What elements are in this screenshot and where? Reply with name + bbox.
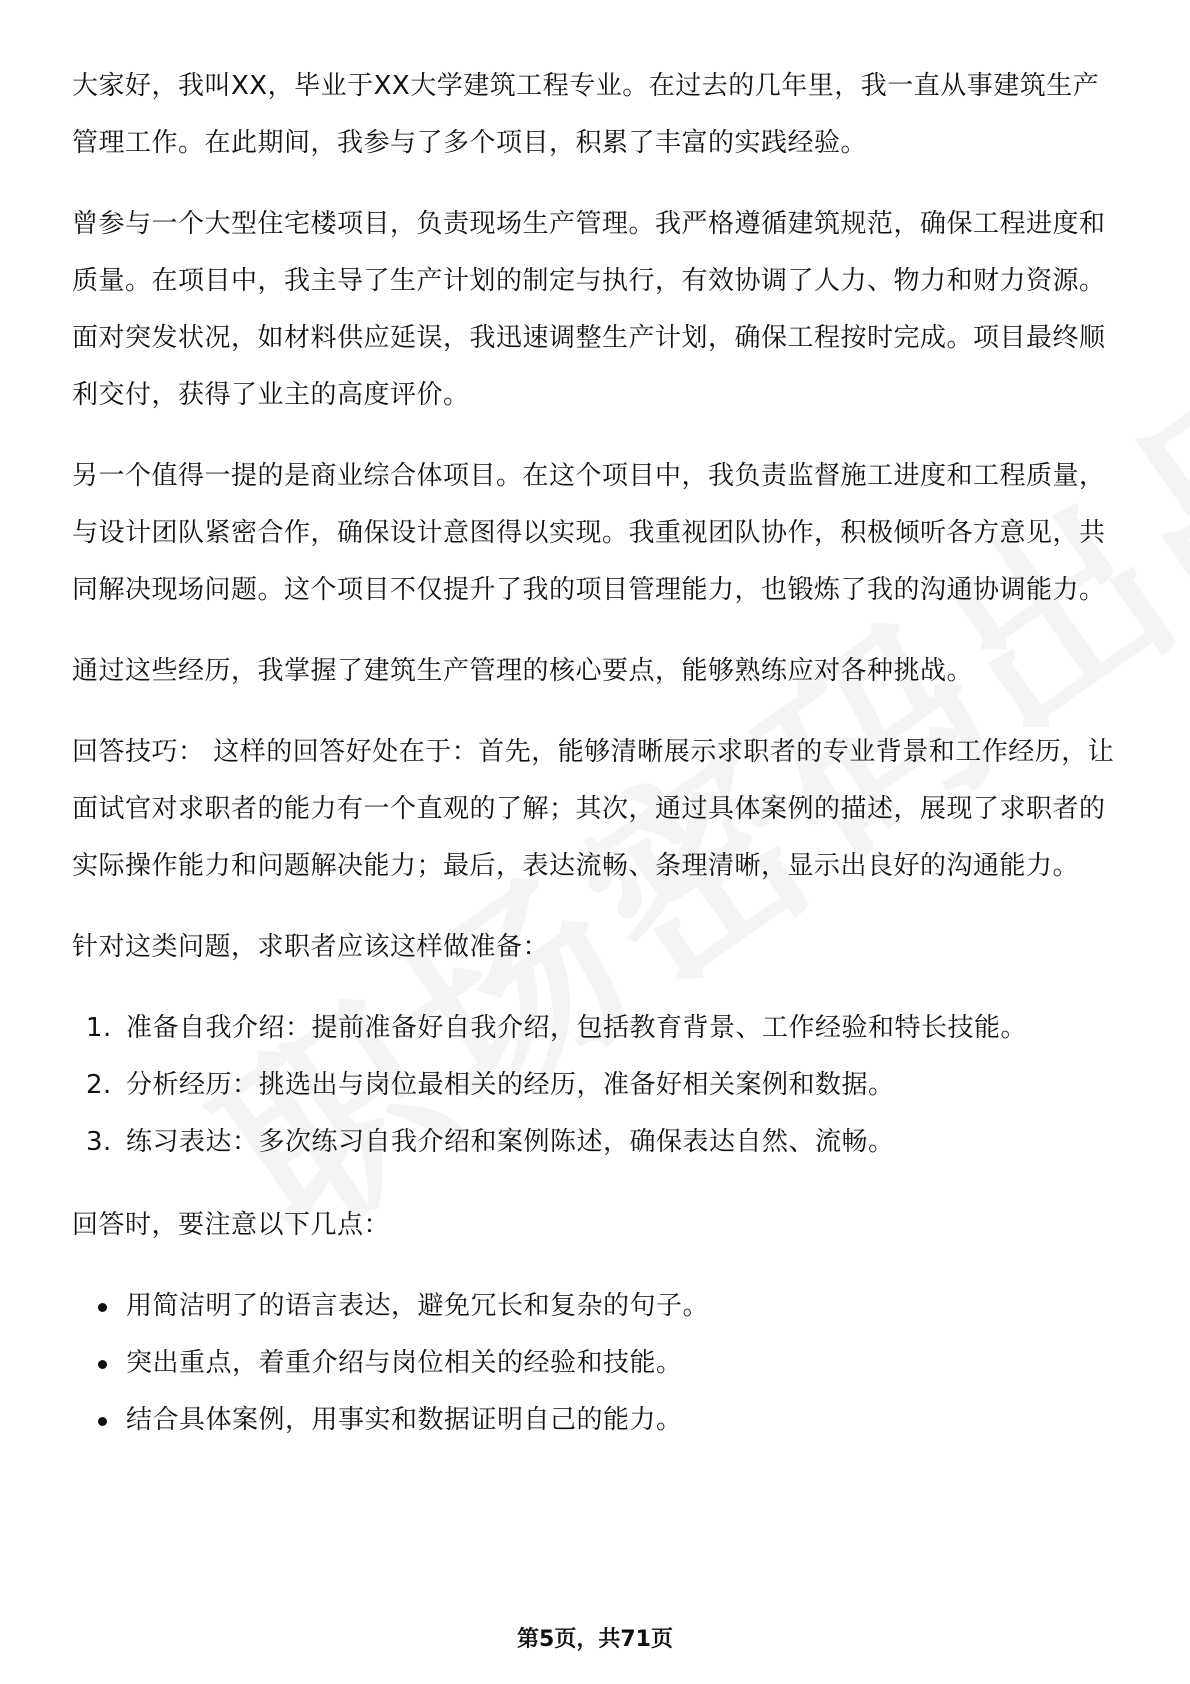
- paragraph-notes-intro: 回答时，要注意以下几点：: [72, 1210, 391, 1240]
- list-item: [72, 1057, 1122, 1114]
- list-item-text: 分析经历：挑选出与岗位最相关的经历，准备好相关案例和数据。: [126, 1070, 895, 1100]
- tips-list: [72, 1278, 1122, 1449]
- list-item-text: 突出重点，着重介绍与岗位相关的经验和技能。: [126, 1348, 683, 1378]
- list-item: [72, 1392, 1122, 1449]
- bullet-icon: [98, 1303, 107, 1312]
- list-item-text: 练习表达：多次练习自我介绍和案例陈述，确保表达自然、流畅。: [126, 1127, 895, 1157]
- list-item-text: 用简洁明了的语言表达，避免冗长和复杂的句子。: [126, 1291, 710, 1321]
- list-item-text: 准备自我介绍：提前准备好自我介绍，包括教育背景、工作经验和特长技能。: [126, 1013, 1028, 1043]
- paragraph-intro: 大家好，我叫XX，毕业于XX大学建筑工程专业。在过去的几年里，我一直从事建筑生产管理工作。在此期间，我参与了多个项目，积累了丰富的实践经验。: [72, 71, 1100, 158]
- list-number: 1.: [86, 1013, 112, 1043]
- paragraph-residential-project: 曾参与一个大型住宅楼项目，负责现场生产管理。我严格遵循建筑规范，确保工程进度和质量。在项目中，我主导了生产计划的制定与执行，有效协调了人力、物力和财力资源。面对突发状况，如材料供应延误，我迅速调整生产计划，确保工程按时完成。项目最终顺利交付，获得了业主的高度评价。: [72, 209, 1106, 410]
- list-item: [72, 1278, 1122, 1335]
- prep-list: [72, 1000, 1122, 1171]
- document-page: [72, 58, 1122, 1475]
- paragraph-prep-intro: 针对这类问题，求职者应该这样做准备：: [72, 932, 550, 962]
- page-number: 第5页，共71页: [517, 1627, 673, 1652]
- paragraph-commercial-project: 另一个值得一提的是商业综合体项目。在这个项目中，我负责监督施工进度和工程质量，与设计团队紧密合作，确保设计意图得以实现。我重视团队协作，积极倾听各方意见，共同解决现场问题。这个项目不仅提升了我的项目管理能力，也锻炼了我的沟通协调能力。: [72, 461, 1106, 605]
- paragraph-summary: 通过这些经历，我掌握了建筑生产管理的核心要点，能够熟练应对各种挑战。: [72, 656, 974, 686]
- list-item: [72, 1000, 1122, 1057]
- bullet-icon: [98, 1417, 107, 1426]
- bullet-icon: [98, 1360, 107, 1369]
- list-item: [72, 1335, 1122, 1392]
- paragraph-answer-tips: 回答技巧： 这样的回答好处在于：首先，能够清晰展示求职者的专业背景和工作经历，让面试官对求职者的能力有一个直观的了解；其次，通过具体案例的描述，展现了求职者的实际操作能力和问题解决能力；最后，表达流畅、条理清晰，显示出良好的沟通能力。: [72, 737, 1115, 881]
- list-number: 3.: [86, 1127, 112, 1157]
- list-item-text: 结合具体案例，用事实和数据证明自己的能力。: [126, 1405, 683, 1435]
- list-number: 2.: [86, 1070, 112, 1100]
- list-item: [72, 1114, 1122, 1171]
